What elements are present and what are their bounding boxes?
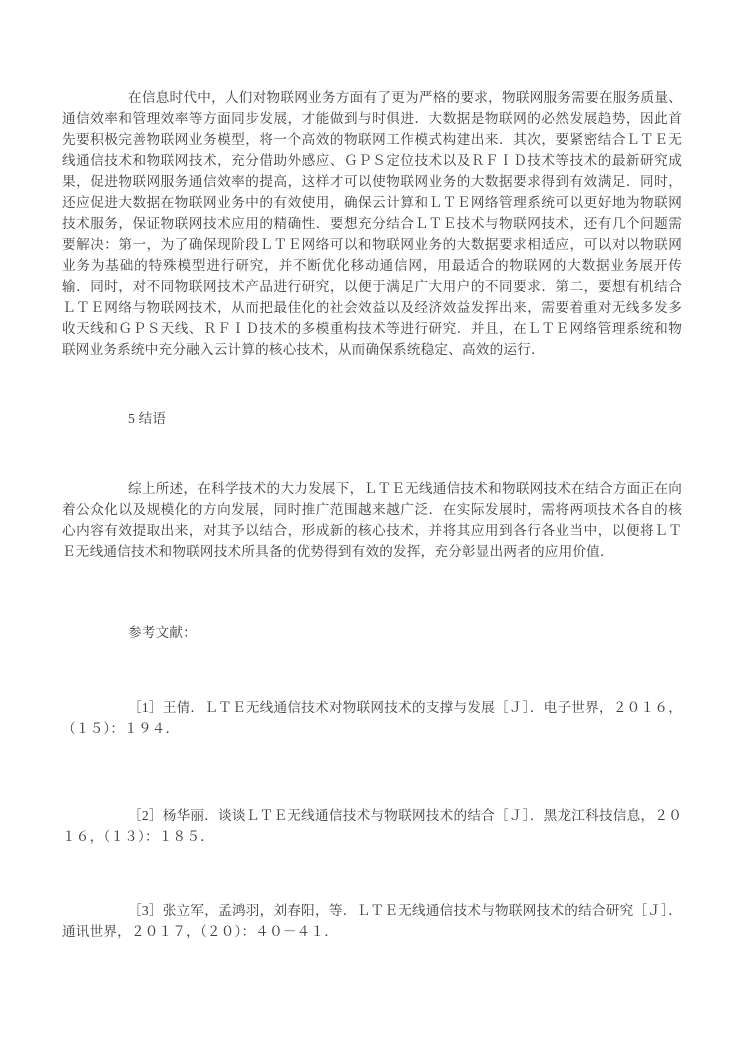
reference-entry-2: ［2］杨华丽．谈谈ＬＴＥ无线通信技术与物联网技术的结合［Ｊ］．黑龙江科技信息，２０１６，（１３）：１８５． <box>62 808 682 844</box>
section-heading-conclusion: 5 结语 <box>128 411 167 426</box>
reference-entry-1: ［1］王倩．ＬＴＥ无线通信技术对物联网技术的支撑与发展［Ｊ］．电子世界，２０１６，（１５）：１９４． <box>62 700 682 736</box>
reference-entry-3: ［3］张立军，孟鸿羽，刘春阳，等．ＬＴＥ无线通信技术与物联网技术的结合研究［Ｊ］．通讯世界，２０１７，（２０）：４０－４１． <box>62 903 682 939</box>
references-heading: 参考文献： <box>128 625 197 640</box>
paragraph-conclusion: 综上所述，在科学技术的大力发展下，ＬＴＥ无线通信技术和物联网技术在结合方面正在向着公众化以及规模化的方向发展，同时推广范围越来越广泛．在实际发展时，需将两项技术各自的核心内容有效提取出来，对其予以结合，形成新的核心技术，并将其应用到各行各业当中，以便将ＬＴＥ无线通信技术和物联网技术所具备的优势得到有效的发挥，充分彰显出两者的应用价值． <box>62 481 682 559</box>
paragraph-main-body: 在信息时代中，人们对物联网业务方面有了更为严格的要求，物联网服务需要在服务质量、通信效率和管理效率等方面同步发展，才能做到与时俱进．大数据是物联网的必然发展趋势，因此首先要积极完善物联网业务模型，将一个高效的物联网工作模式构建出来．其次，要紧密结合ＬＴＥ无线通信技术和物联网技术，充分借助外感应、ＧＰＳ定位技术以及ＲＦＩＤ技术等技术的最新研究成果，促进物联网服务通信效率的提高，这样才可以使物联网业务的大数据要求得到有效满足．同时，还应促进大数据在物联网业务中的有效使用，确保云计算和ＬＴＥ网络管理系统可以更好地为物联网技术服务，保证物联网技术应用的精确性．要想充分结合ＬＴＥ技术与物联网技术，还有几个问题需要解决：第一，为了确保现阶段ＬＴＥ网络可以和物联网业务的大数据要求相适应，可以对以物联网业务为基础的特殊模型进行研究，并不断优化移动通信网，用最适合的物联网的大数据业务展开传输．同时，对不同物联网技术产品进行研究，以便于满足广大用户的不同要求．第二，要想有机结合ＬＴＥ网络与物联网技术，从而把最佳化的社会效益以及经济效益发挥出来，需要着重对无线多发多收天线和ＧＰＳ天线、ＲＦＩＤ技术的多模重构技术等进行研究．并且，在ＬＴＥ网络管理系统和物联网业务系统中充分融入云计算的核心技术，从而确保系统稳定、高效的运行． <box>62 90 682 357</box>
